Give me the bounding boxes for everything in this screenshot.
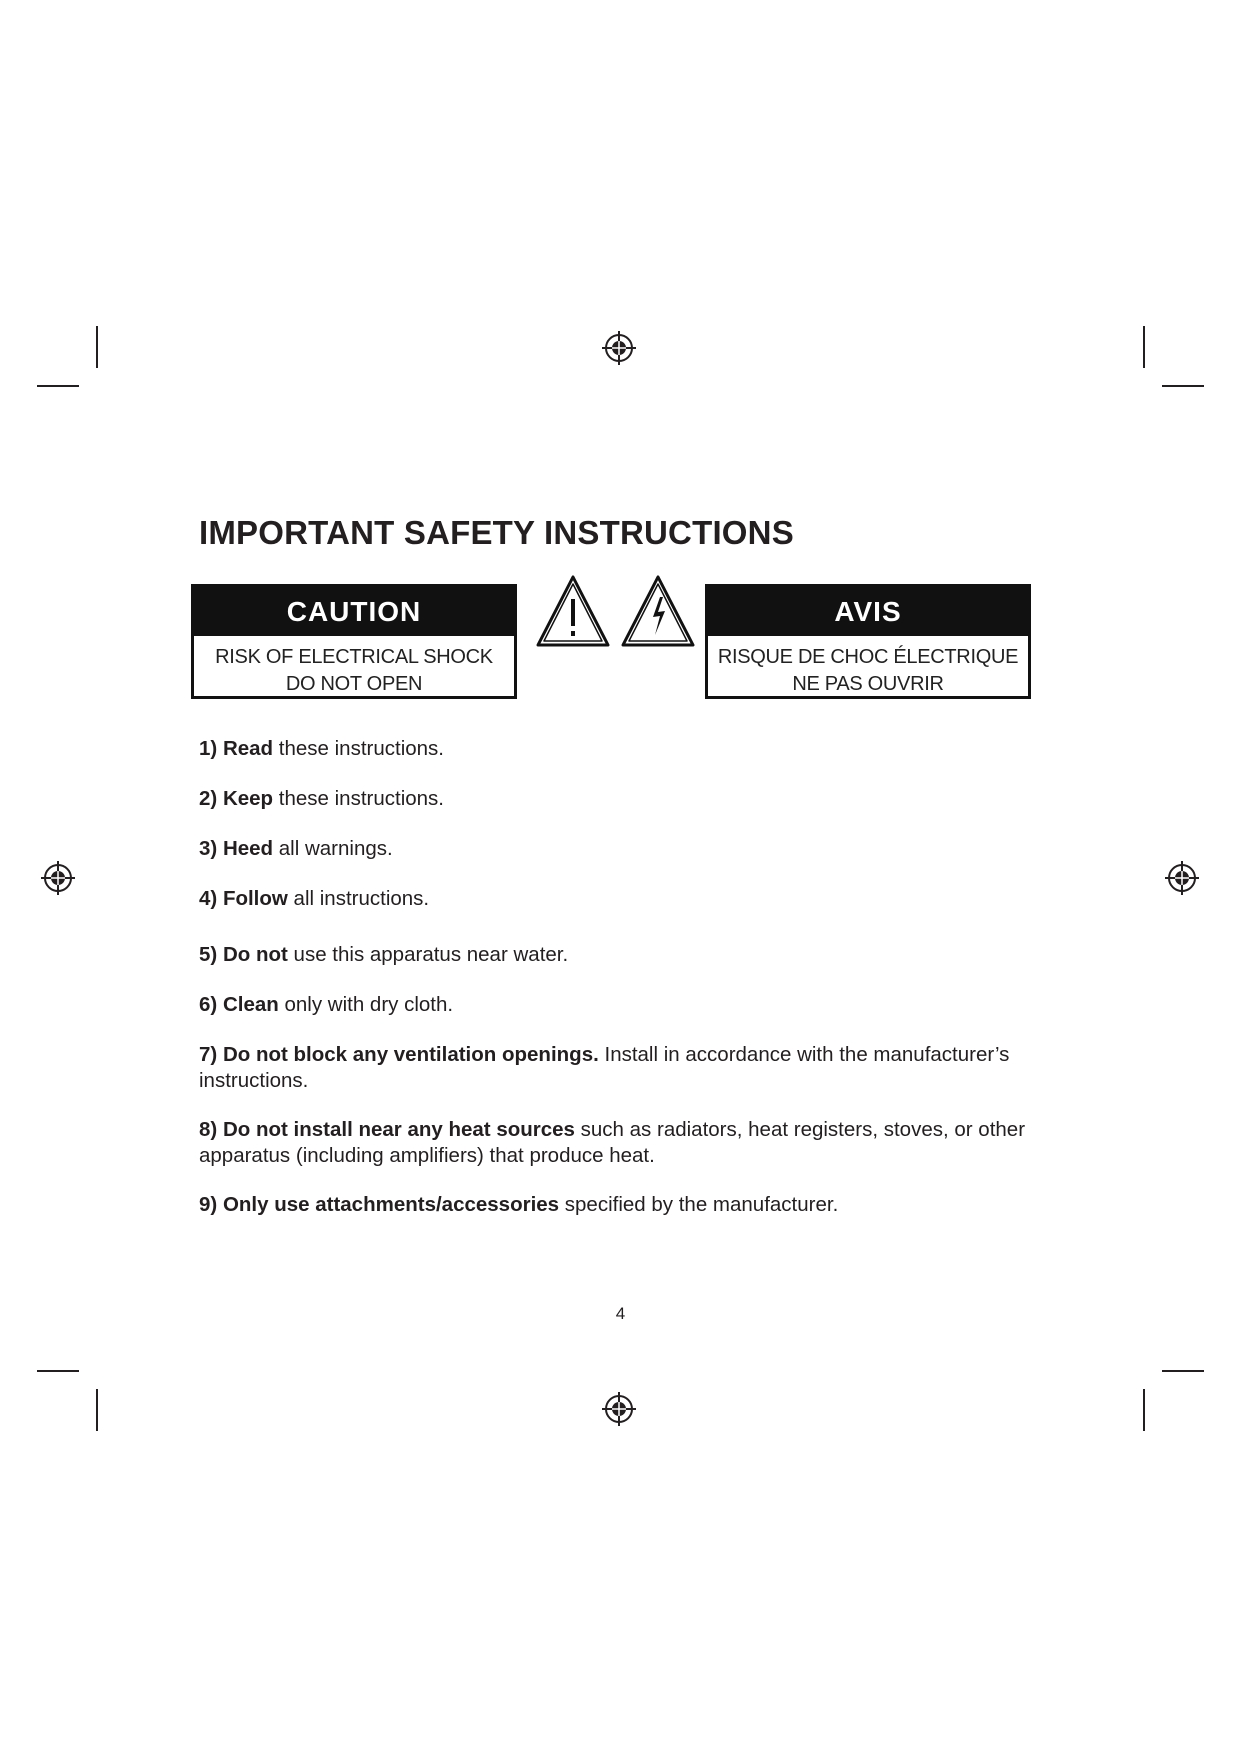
avis-line-1: RISQUE DE CHOC ÉLECTRIQUE (717, 646, 1019, 668)
item-number: 7) (199, 1043, 218, 1066)
list-item (199, 1117, 1059, 1169)
registration-mark-icon (601, 330, 637, 366)
item-bold-text: Do not install near any heat sources (222, 1118, 575, 1141)
item-number: 3) (199, 837, 218, 860)
item-bold-text: Heed (222, 837, 274, 860)
registration-mark-icon (1164, 860, 1200, 896)
item-text: these instructions. (273, 737, 444, 760)
crop-mark-top-right-horizontal (1162, 385, 1204, 387)
item-text: all instructions. (287, 887, 430, 910)
caution-line-1: RISK OF ELECTRICAL SHOCK (215, 646, 493, 668)
list-item (199, 942, 1059, 968)
caution-line-2: DO NOT OPEN (285, 673, 423, 695)
page-number: 4 (615, 1304, 626, 1323)
item-number: 6) (199, 993, 218, 1016)
list-item (199, 836, 1059, 862)
item-bold-text: Follow (222, 887, 288, 910)
item-number: 9) (199, 1193, 218, 1216)
registration-mark-icon (40, 860, 76, 896)
item-number: 2) (199, 787, 218, 810)
item-number: 1) (199, 737, 218, 760)
lightning-warning-icon (620, 573, 696, 649)
list-item (199, 992, 1059, 1018)
list-item (199, 1192, 1059, 1218)
item-text: such as radiators, heat registers, stoves, or other apparatus (including amplifiers) that produce heat. (199, 1118, 1026, 1167)
crop-mark-top-left-vertical (96, 326, 98, 368)
item-number: 5) (199, 943, 218, 966)
list-item (199, 886, 1059, 912)
list-item (199, 736, 1059, 762)
avis-body (708, 636, 1028, 698)
item-text: specified by the manufacturer. (559, 1193, 839, 1216)
crop-mark-top-left-horizontal (37, 385, 79, 387)
page-title: IMPORTANT SAFETY INSTRUCTIONS (199, 514, 794, 551)
item-bold-text: Read (222, 737, 274, 760)
caution-label (191, 584, 517, 699)
caution-heading: CAUTION (194, 587, 514, 636)
crop-mark-bottom-left-vertical (96, 1389, 98, 1431)
item-bold-text: Only use attachments/accessories (222, 1193, 560, 1216)
item-number: 4) (199, 887, 218, 910)
crop-mark-top-right-vertical (1143, 326, 1145, 368)
item-text: Install in accordance with the manufacturer’s instructions. (199, 1043, 1010, 1092)
registration-mark-icon (601, 1391, 637, 1427)
item-bold-text: Clean (222, 993, 279, 1016)
crop-mark-bottom-right-vertical (1143, 1389, 1145, 1431)
caution-body (194, 636, 514, 698)
item-number: 8) (199, 1118, 218, 1141)
avis-label (705, 584, 1031, 699)
item-bold-text: Do not (222, 943, 288, 966)
list-item (199, 1042, 1059, 1094)
exclamation-warning-icon (535, 573, 611, 649)
item-text: these instructions. (273, 787, 444, 810)
item-bold-text: Do not block any ventilation openings. (222, 1043, 599, 1066)
crop-mark-bottom-left-horizontal (37, 1370, 79, 1372)
item-text: all warnings. (273, 837, 393, 860)
avis-line-2: NE PAS OUVRIR (792, 673, 944, 695)
item-bold-text: Keep (222, 787, 274, 810)
item-text: only with dry cloth. (278, 993, 454, 1016)
crop-mark-bottom-right-horizontal (1162, 1370, 1204, 1372)
avis-heading: AVIS (708, 587, 1028, 636)
list-item (199, 786, 1059, 812)
item-text: use this apparatus near water. (287, 943, 569, 966)
